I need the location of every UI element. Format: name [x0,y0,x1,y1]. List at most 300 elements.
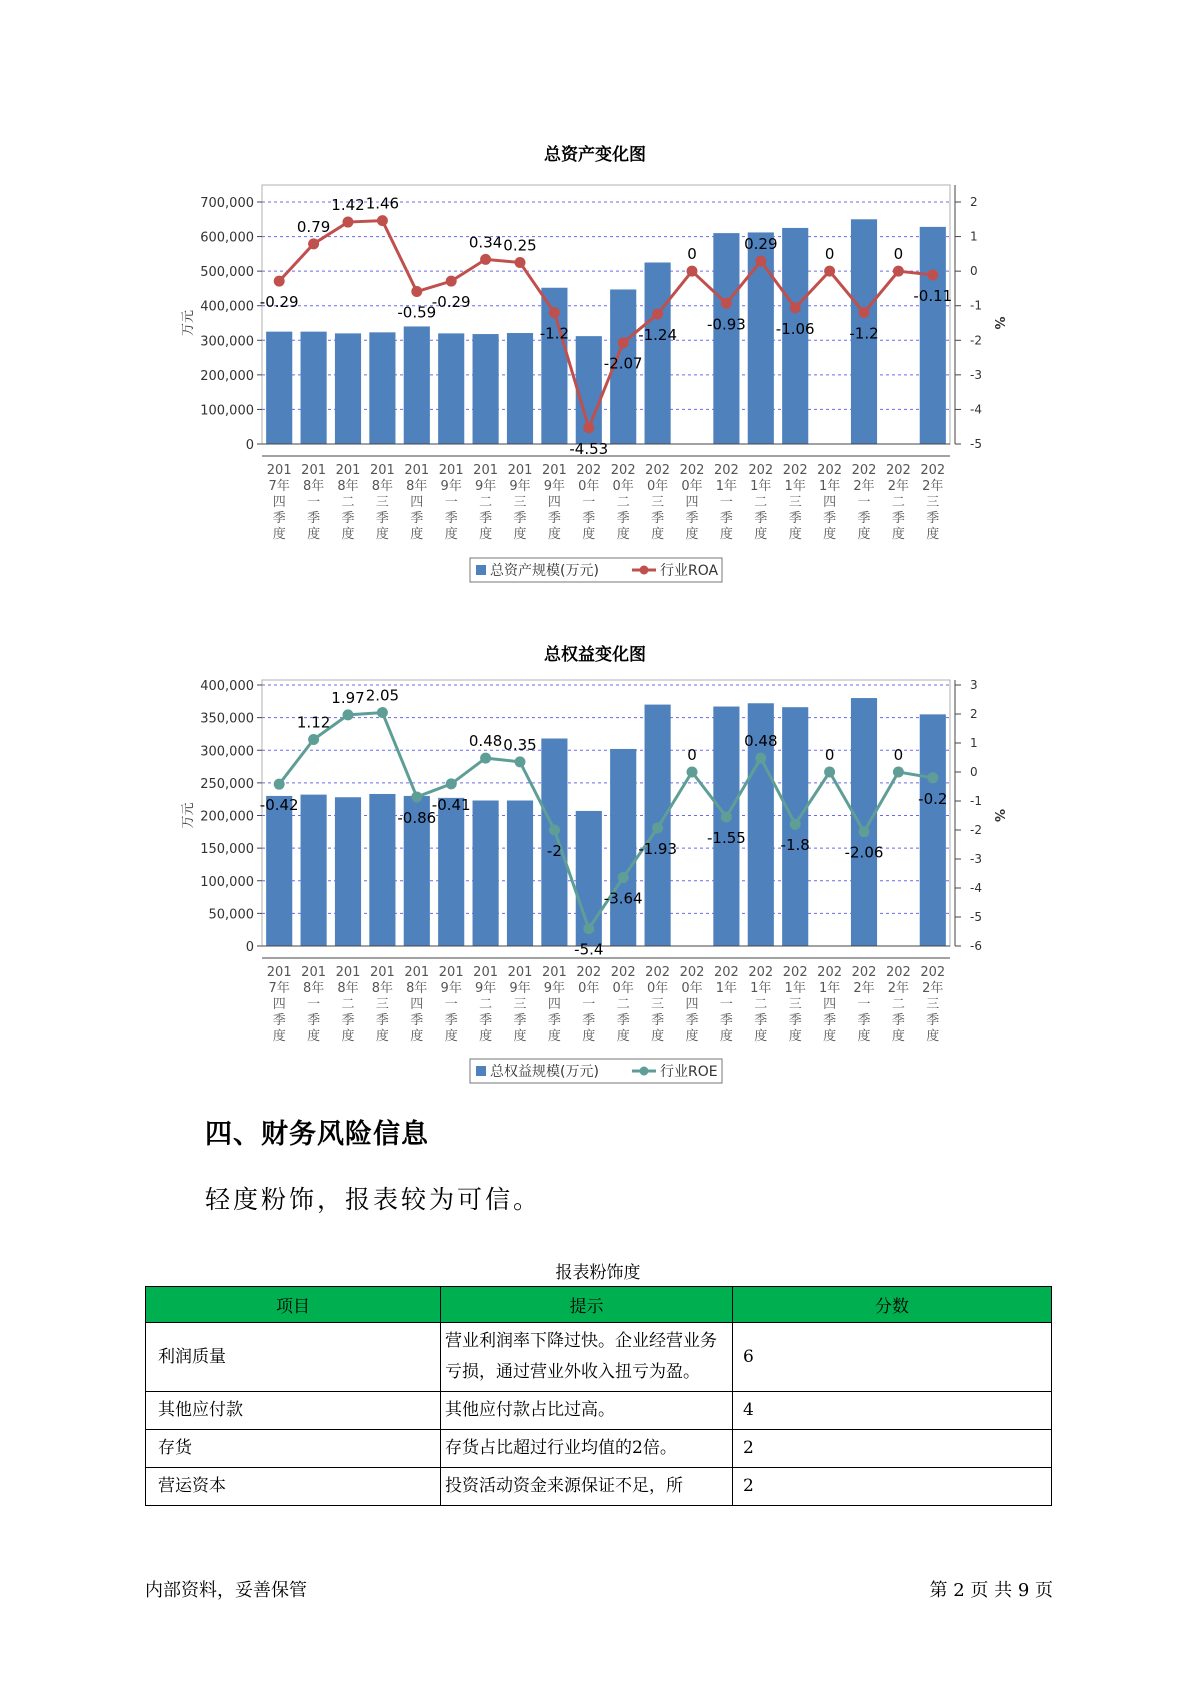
category-label: 201 [301,965,327,980]
category-label: 度 [375,1029,389,1044]
line-data-label: 0 [687,746,697,764]
category-label: 季 [272,1013,286,1028]
right-tick-label: -1 [970,298,982,313]
category-label: 二 [891,495,905,510]
category-label: 度 [479,527,493,542]
legend-line-marker [640,1067,649,1076]
category-label: 四 [272,495,286,510]
line-point [274,779,285,790]
line-data-label: -4.53 [569,439,609,458]
category-label: 二 [341,495,355,510]
category-label: 度 [926,527,940,542]
left-tick-label: 250,000 [200,776,254,792]
line-point [652,309,663,320]
right-tick-label: -6 [970,939,982,953]
total-equity-chart-svg [0,630,1191,1090]
legend-line-marker [640,566,649,575]
row-hint: 投资活动资金来源保证不足，所 [441,1468,733,1506]
category-label: 201 [473,965,499,980]
line-data-label: 1.12 [296,713,331,732]
category-label: 201 [266,965,292,980]
line-data-label: 2.05 [365,686,400,705]
line-point [308,238,319,249]
category-label: 度 [788,527,802,542]
category-label: 度 [307,1029,321,1044]
category-label: 三 [651,997,665,1012]
category-label: 度 [513,527,527,542]
left-tick-label: 100,000 [200,874,254,890]
category-label: 202 [851,965,877,980]
category-label: 二 [616,495,630,510]
category-label: 季 [857,511,871,526]
category-label: 度 [272,1029,286,1044]
category-label: 1年 [750,479,772,494]
bar [920,714,946,946]
line-data-label: -3.64 [603,889,643,908]
category-label: 三 [926,495,940,510]
category-label: 度 [272,527,286,542]
left-tick-label: 700,000 [200,196,254,211]
bar [645,263,671,445]
total-assets-chart-svg [0,130,1191,590]
category-label: 201 [404,965,430,980]
category-label: 201 [369,965,395,980]
category-label: 0年 [612,479,634,494]
row-score: 2 [733,1430,1052,1468]
category-label: 二 [479,495,493,510]
category-label: 二 [891,997,905,1012]
line-point [480,753,491,764]
line-data-label: 0.48 [744,732,778,751]
category-label: 季 [857,1013,871,1028]
line-point [790,819,801,830]
left-axis-unit: 万元 [181,309,196,337]
category-label: 202 [679,463,705,478]
line-point [411,791,422,802]
line-point [790,302,801,313]
line-point [721,811,732,822]
table-caption: 报表粉饰度 [555,1263,641,1283]
right-tick-label: 2 [970,195,978,209]
category-label: 季 [582,511,596,526]
bar [369,794,395,946]
category-label: 8年 [406,479,428,494]
category-label: 季 [823,511,837,526]
bar [851,698,877,946]
right-axis-unit: % [991,808,1006,823]
line-point [927,269,938,280]
line-data-label: -0.86 [397,808,437,827]
category-label: 202 [817,463,843,478]
table-row [146,1323,1052,1392]
right-tick-label: 0 [970,765,978,779]
category-label: 二 [341,997,355,1012]
category-label: 度 [926,1029,940,1044]
category-label: 度 [444,527,458,542]
section-body: 轻度粉饰，报表较为可信。 [205,1185,542,1214]
category-label: 度 [823,527,837,542]
category-label: 度 [582,527,596,542]
category-label: 9年 [474,981,497,996]
line-data-label: -2.06 [844,843,884,862]
category-label: 季 [754,1013,768,1028]
category-label: 度 [410,527,424,542]
category-label: 201 [301,463,327,478]
category-label: 季 [513,1013,527,1028]
category-label: 四 [547,997,561,1012]
category-label: 季 [754,511,768,526]
line-point [377,215,388,226]
bar [507,800,533,946]
legend-bar-label: 总资产规模(万元) [490,563,599,579]
right-tick-label: 1 [970,229,978,244]
category-label: 季 [410,1013,424,1028]
category-label: 度 [341,527,355,542]
line-data-label: -1.2 [849,324,879,343]
category-label: 202 [576,965,602,980]
category-label: 201 [369,463,395,478]
category-label: 一 [857,495,871,510]
category-label: 202 [920,965,946,980]
category-label: 1年 [784,479,806,494]
line-point [687,266,698,277]
category-label: 201 [473,463,499,478]
footer-confidential: 内部资料，妥善保管 [145,1580,307,1601]
category-label: 8年 [337,981,359,996]
line-data-label: 0.34 [468,233,503,252]
category-label: 三 [651,495,665,510]
chart-title: 总资产变化图 [544,145,646,165]
line-point [652,822,663,833]
category-label: 季 [685,511,699,526]
category-label: 四 [410,997,424,1012]
right-tick-label: -3 [970,367,982,382]
right-tick-label: -1 [970,794,982,808]
line-point [343,217,354,228]
line-point [377,707,388,718]
header-item: 项目 [146,1287,441,1323]
category-label: 三 [513,997,527,1012]
line-point [721,298,732,309]
bar [507,333,533,444]
category-label: 202 [679,965,705,980]
right-tick-label: -2 [970,823,982,837]
bar [301,795,327,946]
row-score: 2 [733,1468,1052,1506]
line-data-label: -1.55 [706,828,746,847]
left-tick-label: 200,000 [200,368,254,384]
category-label: 8年 [406,981,428,996]
category-label: 度 [616,527,630,542]
right-tick-label: -3 [970,852,982,866]
category-label: 一 [582,997,596,1012]
total-assets-chart [0,130,1191,590]
category-label: 202 [817,965,843,980]
category-label: 202 [885,965,911,980]
line-data-label: 0.79 [296,217,331,236]
bar [301,332,327,444]
category-label: 8年 [371,981,394,996]
category-label: 一 [444,495,458,510]
category-label: 1年 [715,981,738,996]
category-label: 0年 [646,981,669,996]
category-label: 202 [885,463,911,478]
line-point [618,337,629,348]
category-label: 2年 [853,981,875,996]
line-point [308,734,319,745]
category-label: 季 [685,1013,699,1028]
line-data-label: -1.06 [775,319,815,338]
category-label: 一 [719,495,733,510]
line-data-label: -2.07 [603,354,643,373]
line-data-label: -0.41 [431,795,471,814]
line-point [583,422,594,433]
bar [713,707,739,946]
category-label: 季 [272,511,286,526]
category-label: 度 [513,1029,527,1044]
table-row [146,1392,1052,1430]
right-tick-label: -5 [970,437,982,451]
row-item: 其他应付款 [146,1392,441,1430]
line-point [583,923,594,934]
bar [335,333,361,444]
category-label: 季 [375,1013,389,1028]
bar [438,798,464,946]
line-point [343,709,354,720]
category-label: 季 [891,511,905,526]
category-label: 8年 [371,479,394,494]
category-label: 二 [754,997,768,1012]
category-label: 1年 [750,981,772,996]
bar [610,749,636,946]
category-label: 季 [547,511,561,526]
right-tick-label: -4 [970,402,982,417]
legend-bar-label: 总权益规模(万元) [490,1064,599,1080]
line-point [755,256,766,267]
category-label: 8年 [302,479,325,494]
category-label: 季 [651,1013,665,1028]
category-label: 四 [547,495,561,510]
category-label: 度 [479,1029,493,1044]
category-label: 三 [375,997,389,1012]
category-label: 二 [616,997,630,1012]
category-label: 度 [719,1029,733,1044]
category-label: 0年 [578,479,600,494]
category-label: 9年 [509,479,531,494]
category-label: 一 [444,997,458,1012]
category-label: 季 [341,511,355,526]
category-label: 202 [576,463,602,478]
legend-line-label: 行业ROA [660,563,719,579]
category-label: 度 [857,527,871,542]
category-label: 度 [307,527,321,542]
row-score: 4 [733,1392,1052,1430]
category-label: 2年 [887,479,910,494]
row-hint: 营业利润率下降过快。企业经营业务亏损，通过营业外收入扭亏为盈。 [441,1323,733,1392]
bar [369,332,395,444]
right-tick-label: 0 [970,264,978,279]
table-row [146,1468,1052,1506]
left-tick-label: 150,000 [200,842,254,858]
category-label: 度 [685,1029,699,1044]
line-data-label: -1.2 [539,324,570,343]
category-label: 一 [719,997,733,1012]
category-label: 度 [582,1029,596,1044]
line-data-label: 0 [893,245,904,264]
bar [473,800,499,946]
category-label: 9年 [509,981,531,996]
bar [266,796,292,946]
line-data-label: -0.2 [918,789,948,808]
category-label: 度 [823,1029,837,1044]
category-label: 度 [547,1029,561,1044]
left-tick-label: 500,000 [200,265,254,281]
category-label: 季 [307,511,321,526]
category-label: 季 [616,1013,630,1028]
line-data-label: -0.59 [397,303,437,322]
category-label: 度 [651,527,665,542]
table-header-row [146,1287,1052,1323]
category-label: 度 [685,527,699,542]
line-point [859,307,870,318]
category-label: 202 [610,463,636,478]
category-label: 202 [748,965,774,980]
category-label: 201 [541,463,567,478]
category-label: 9年 [440,981,462,996]
line-data-label: -0.93 [706,315,746,334]
category-label: 四 [410,495,424,510]
category-label: 201 [335,463,361,478]
table-row [146,1430,1052,1468]
line-data-label: -0.11 [913,286,953,305]
category-label: 1年 [818,981,841,996]
category-label: 度 [547,527,561,542]
category-label: 7年 [268,981,290,996]
category-label: 一 [857,997,871,1012]
line-data-label: 1.42 [331,196,365,215]
category-label: 二 [479,997,493,1012]
category-label: 9年 [543,981,566,996]
line-point [549,825,560,836]
category-label: 季 [410,511,424,526]
category-label: 0年 [681,981,703,996]
category-label: 度 [651,1029,665,1044]
category-label: 季 [444,1013,458,1028]
category-label: 季 [479,1013,493,1028]
category-label: 四 [685,997,699,1012]
line-point [755,753,766,764]
line-data-label: -1.8 [780,836,810,855]
category-label: 季 [788,511,802,526]
category-label: 1年 [715,479,738,494]
category-label: 三 [375,495,389,510]
category-label: 度 [444,1029,458,1044]
category-label: 度 [857,1029,871,1044]
left-tick-label: 300,000 [200,744,254,760]
category-label: 一 [307,997,321,1012]
category-label: 201 [266,463,292,478]
line-point [515,257,526,268]
total-equity-chart [0,630,1191,1090]
row-hint: 存货占比超过行业均值的2倍。 [441,1430,733,1468]
category-label: 202 [782,965,808,980]
category-label: 度 [788,1029,802,1044]
category-label: 0年 [681,479,703,494]
category-label: 季 [375,511,389,526]
category-label: 8年 [337,479,359,494]
bar [335,797,361,946]
row-score: 6 [733,1323,1052,1392]
row-hint: 其他应付款占比过高。 [441,1392,733,1430]
left-tick-label: 100,000 [200,403,254,419]
left-tick-label: 350,000 [200,711,254,727]
category-label: 季 [616,511,630,526]
row-item: 存货 [146,1430,441,1468]
right-tick-label: 2 [970,707,978,721]
left-tick-label: 0 [245,940,254,955]
category-label: 7年 [268,479,290,494]
line-point [446,778,457,789]
category-label: 1年 [818,479,841,494]
right-tick-label: 1 [970,736,978,750]
left-tick-label: 300,000 [200,334,254,350]
right-axis-unit: % [991,316,1006,330]
legend-line-label: 行业ROE [660,1064,718,1080]
right-tick-label: -2 [970,333,982,348]
category-label: 2年 [922,981,944,996]
category-label: 201 [541,965,567,980]
category-label: 202 [610,965,636,980]
legend-bar-swatch [476,1066,486,1076]
category-label: 度 [891,527,905,542]
line-data-label: -0.29 [259,293,299,312]
chart-title: 总权益变化图 [544,645,646,665]
category-label: 三 [788,495,802,510]
left-tick-label: 0 [245,438,254,453]
line-point [687,767,698,778]
bar [438,333,464,444]
category-label: 季 [719,511,733,526]
line-data-label: 0 [824,746,835,764]
category-label: 季 [444,511,458,526]
category-label: 季 [547,1013,561,1028]
plot-frame [259,185,953,444]
line-point [893,266,904,277]
line-data-label: -1.24 [638,326,678,345]
left-axis-unit: 万元 [181,802,196,829]
bar [404,326,430,444]
category-label: 0年 [612,981,634,996]
category-label: 202 [782,463,808,478]
category-label: 2年 [853,479,875,494]
category-label: 度 [341,1029,355,1044]
footer-page-number: 第 2 页 共 9 页 [929,1580,1053,1601]
category-label: 度 [891,1029,905,1044]
category-label: 二 [754,495,768,510]
category-label: 202 [748,463,774,478]
category-label: 201 [438,463,464,478]
category-label: 季 [891,1013,905,1028]
row-item: 利润质量 [146,1323,441,1392]
legend-bar-swatch [476,565,486,575]
line-point [274,276,285,287]
category-label: 202 [713,965,739,980]
category-label: 度 [754,1029,768,1044]
line-data-label: 1.46 [365,194,400,213]
category-label: 季 [582,1013,596,1028]
line-data-label: 0.29 [744,235,778,254]
category-label: 0年 [646,479,669,494]
